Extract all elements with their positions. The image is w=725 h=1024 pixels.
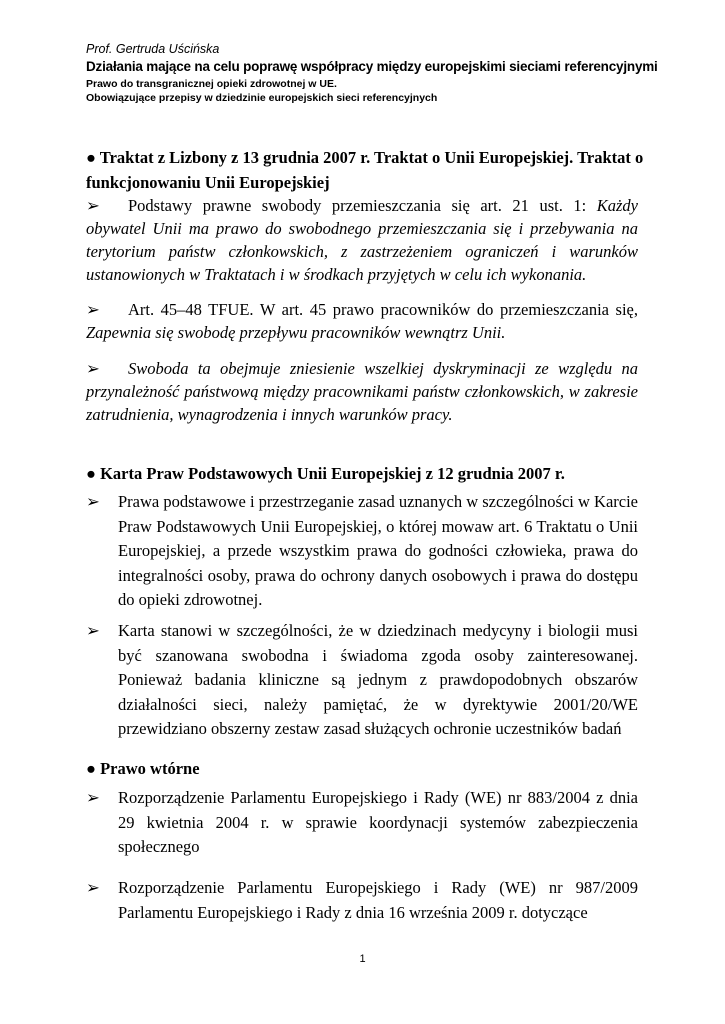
header-subtitle-2: Obowiązujące przepisy w dziedzinie europejskich sieci referencyjnych	[86, 92, 438, 104]
bullet-dot-icon: ●	[86, 464, 96, 483]
section-heading-charter: ● Karta Praw Podstawowych Unii Europejskiej z 12 grudnia 2007 r.	[86, 464, 565, 483]
bullet-dot-icon: ●	[86, 148, 96, 167]
list-item: ➢ Prawa podstawowe i przestrzeganie zasad uznanych w szczególności w Karcie Praw Podstawowych Unii Europejskiej, o której mowaw art. 6 Traktatu o Unii Europejskiej, a przede wszystkim prawa do godności człowieka, prawa do integralności osoby, prawa do ochrony danych osobowych i prawa do dostępu do opieki zdrowotnej.	[86, 492, 638, 609]
header-author: Prof. Gertruda Uścińska	[86, 42, 220, 56]
section-heading-lisbon-treaty: ● Traktat z Lizbony z 13 grudnia 2007 r. Traktat o Unii Europejskiej. Traktat o funkcjonowaniu Unii Europejskiej	[86, 148, 644, 192]
arrow-bullet-icon: ➢	[86, 788, 100, 807]
arrow-bullet-icon: ➢	[86, 196, 100, 215]
page-number: 1	[359, 953, 366, 965]
arrow-bullet-icon: ➢	[86, 878, 100, 897]
arrow-bullet-icon: ➢	[86, 621, 100, 640]
header-subtitle: Prawo do transgranicznej opieki zdrowotnej w UE.	[86, 78, 337, 90]
bullet-dot-icon: ●	[86, 759, 96, 778]
paragraph-non-discrimination: ➢ Swoboda ta obejmuje zniesienie wszelkiej dyskryminacji ze względu na przynależność państwową między pracownikami państw członkowskich, w zakresie zatrudnienia, wynagrodzenia i innych warunków pracy.	[86, 357, 638, 426]
paragraph-tfeu-articles: ➢ Art. 45–48 TFUE. W art. 45 prawo pracowników do przemieszczania się, Zapewnia się swobodę przepływu pracowników wewnątrz Unii.	[86, 298, 638, 344]
header-title: Działania mające na celu poprawę współpracy między europejskimi sieciami referencyjnymi	[86, 59, 658, 74]
section-heading-secondary-law: ● Prawo wtórne	[86, 759, 200, 778]
paragraph-free-movement: ➢ Podstawy prawne swobody przemieszczania się art. 21 ust. 1: Każdy obywatel Unii ma prawo do swobodnego przemieszczania się i przebywania na terytorium państw członkowskich, z zastrzeżeniem ograniczeń i warunków ustanowionych w Traktatach i w środkach przyjętych w celu ich wykonania.	[86, 194, 638, 286]
list-item: ➢ Rozporządzenie Parlamentu Europejskiego i Rady (WE) nr 883/2004 z dnia 29 kwietnia 2004 r. w sprawie koordynacji systemów zabezpieczenia społecznego	[86, 788, 638, 856]
list-item: ➢ Karta stanowi w szczególności, że w dziedzinach medycyny i biologii musi być szanowana swobodna i świadoma zgoda osoby zainteresowanej. Ponieważ badania kliniczne są jednym z prawdopodobnych obszarów działalności sieci, należy pamiętać, że w dyrektywie 2001/20/WE przewidziano obszerny zestaw zasad służących ochronie uczestników badań	[86, 621, 638, 738]
list-item: ➢ Rozporządzenie Parlamentu Europejskiego i Rady (WE) nr 987/2009 Parlamentu Europejskiego i Rady z dnia 16 września 2009 r. dotyczące	[86, 878, 638, 922]
arrow-bullet-icon: ➢	[86, 359, 100, 378]
arrow-bullet-icon: ➢	[86, 300, 100, 319]
arrow-bullet-icon: ➢	[86, 492, 100, 511]
